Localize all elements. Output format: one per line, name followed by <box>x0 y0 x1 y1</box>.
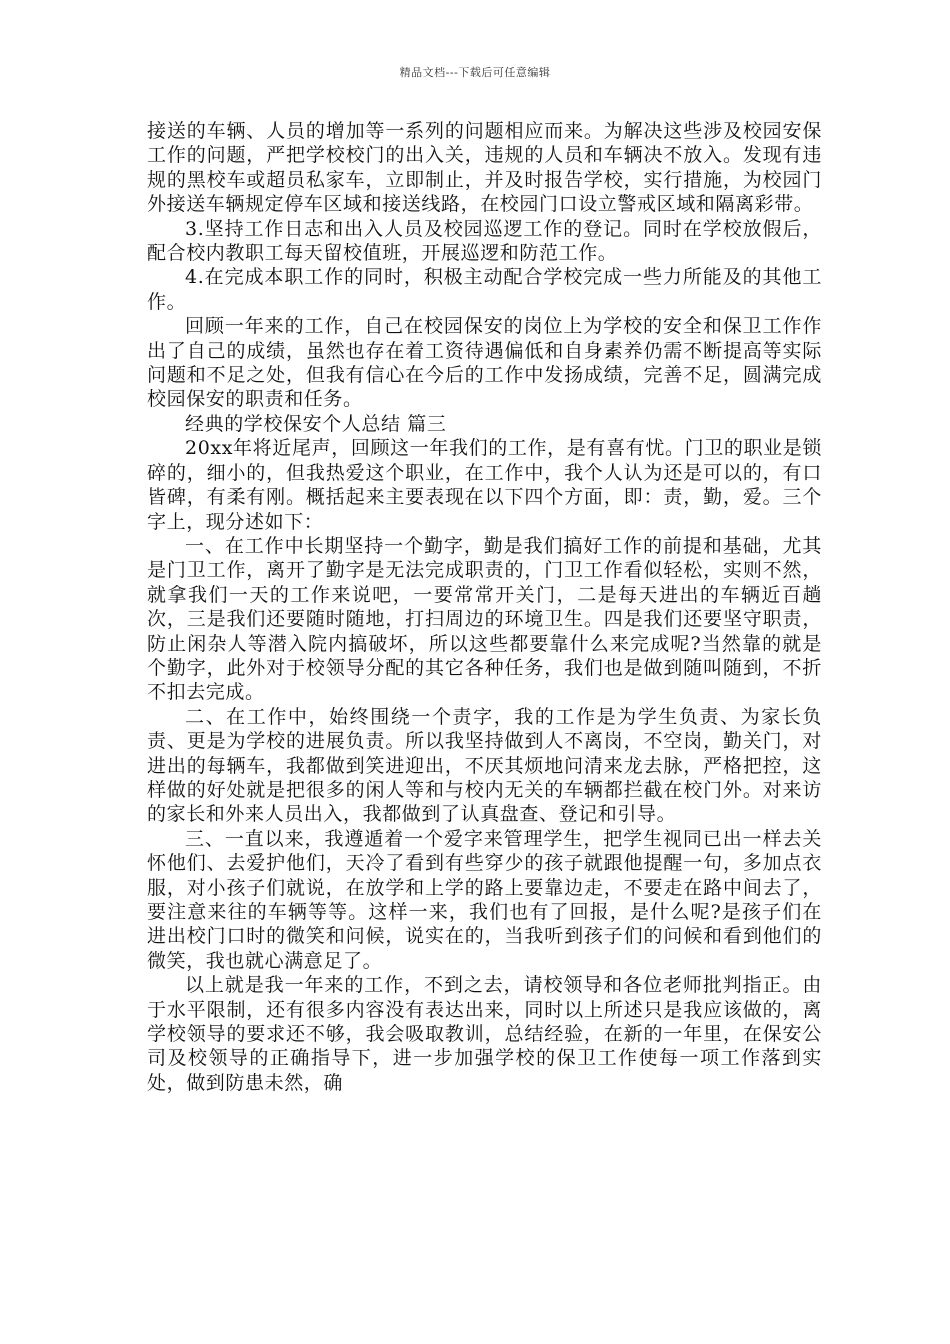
page-header-watermark: 精品文档---下载后可任意编辑 <box>399 66 551 79</box>
paragraph-conclusion: 以上就是我一年来的工作，不到之去，请校领导和各位老师批判指正。由于水平限制，还有很多内容没有表达出来，同时以上所述只是我应该做的，离学校领导的要求还不够，我会吸取教训，总结经验，在新的一年里，在保安公司及校领导的正确指导下，进一步加强学校的保卫工作使每一项工作落到实处，做到防患未然，确 <box>147 974 822 1094</box>
paragraph-continuation: 接送的车辆、人员的增加等一系列的问题相应而来。为解决这些涉及校园安保工作的问题，严把学校校门的出入关，违规的人员和车辆决不放入。发现有违规的黑校车或超员私家车，立即制止，并及时报告学校，实行措施，为校园门外接送车辆规定停车区域和接送线路，在校园门口设立警戒区域和隔离彩带。 <box>147 120 822 216</box>
paragraph-item-4: 4.在完成本职工作的同时，积极主动配合学校完成一些力所能及的其他工作。 <box>147 266 822 313</box>
section-heading: 经典的学校保安个人总结 篇三 <box>185 412 447 435</box>
paragraph-diligence: 一、在工作中长期坚持一个勤字，勤是我们搞好工作的前提和基础，尤其是门卫工作，离开了勤字是无法完成职责的，门卫工作看似轻松，实则不然，就拿我们一天的工作来说吧，一要常常开关门，二是每天进出的车辆近百趟次，三是我们还要随时随地，打扫周边的环境卫生。四是我们还要坚守职责，防止闲杂人等潜入院内搞破坏，所以这些都要靠什么来完成呢?当然靠的就是个勤字，此外对于校领导分配的其它各种任务，我们也是做到随叫随到，不折不扣去完成。 <box>147 534 822 704</box>
paragraph-love: 三、一直以来，我遵遁着一个爱字来管理学生，把学生视同已出一样去关怀他们、去爱护他们，天冷了看到有些穿少的孩子就跟他提醒一句，多加点衣服，对小孩子们就说，在放学和上学的路上要靠边走，不要走在路中间去了，要注意来往的车辆等等。这样一来，我们也有了回报，是什么呢?是孩子们在进出校门口时的微笑和问候，说实在的，当我听到孩子们的问候和看到他们的微笑，我也就心满意足了。 <box>147 827 822 972</box>
paragraph-intro: 20xx年将近尾声，回顾这一年我们的工作，是有喜有忧。门卫的职业是锁碎的，细小的，但我热爱这个职业，在工作中，我个人认为还是可以的，有口皆碑，有柔有刚。概括起来主要表现在以下四个方面，即：责，勤，爱。三个字上，现分述如下： <box>147 437 822 533</box>
paragraph-responsibility: 二、在工作中，始终围绕一个责字，我的工作是为学生负责、为家长负责、更是为学校的进展负责。所以我坚持做到人不离岗，不空岗，勤关门，对进出的每辆车，我都做到笑进迎出，不厌其烦地问清来龙去脉，严格把控，这样做的好处就是把很多的闲人等和与校内无关的车辆都拦截在校门外。对来访的家长和外来人员出入，我都做到了认真盘查、登记和引导。 <box>147 705 822 826</box>
paragraph-review: 回顾一年来的工作，自己在校园保安的岗位上为学校的安全和保卫工作作出了自己的成绩，虽然也存在着工资待遇偏低和自身素养仍需不断提高等实际问题和不足之处，但我有信心在今后的工作中发扬成绩，完善不足，圆满完成校园保安的职责和任务。 <box>147 315 822 411</box>
document-body <box>147 119 822 1095</box>
paragraph-item-3: 3.坚持工作日志和出入人员及校园巡逻工作的登记。同时在学校放假后，配合校内教职工每天留校值班，开展巡逻和防范工作。 <box>147 217 822 265</box>
